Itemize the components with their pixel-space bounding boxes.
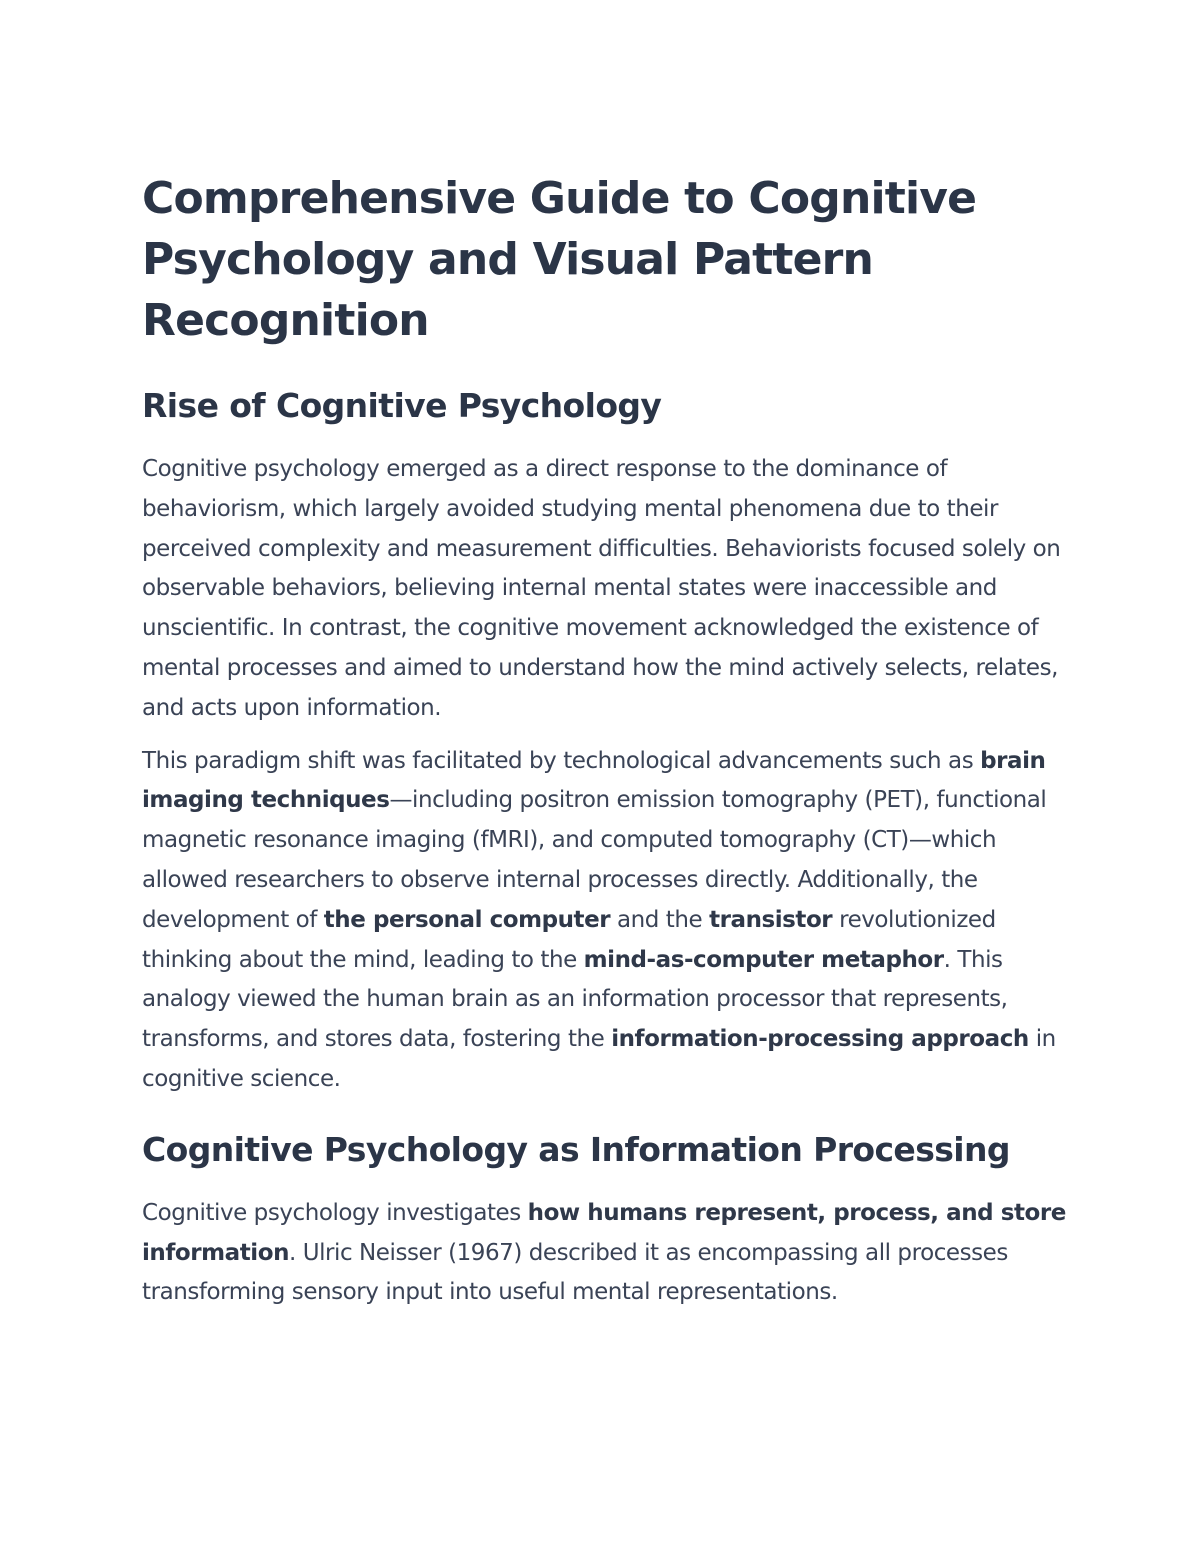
paragraph-text: revolutionized thinking about the mind, leading to the	[142, 906, 996, 973]
paragraph-text: and the	[610, 906, 710, 933]
paragraph-text: Cognitive psychology emerged as a direct response to the dominance of behaviorism, which largely avoided studying mental phenomena due to their perceived complexity and measurement difficulties. Behaviorists focused solely on observable behaviors, believing internal mental states were inaccessible and unscientific. In contrast, the cognitive movement acknowledged the existence of mental processes and aimed to understand how the mind actively selects, relates, and acts upon information.	[142, 456, 1061, 721]
paragraph-text: —including positron emission tomography (PET), functional magnetic resonance imaging (fMRI), and computed tomography (CT)—which allowed researchers to observe internal processes directly. Additionally, the development of	[142, 787, 1047, 933]
paragraph-text: Cognitive psychology investigates	[142, 1199, 528, 1226]
document-title: Comprehensive Guide to Cognitive Psychology and Visual Pattern Recognition	[142, 173, 977, 346]
paragraph-text: in cognitive science.	[142, 1026, 1056, 1092]
document-page	[142, 168, 1072, 1326]
bold-term: the personal computer	[323, 906, 611, 933]
bold-term: brain imaging techniques	[142, 747, 1046, 814]
section-heading: Rise of Cognitive Psychology	[142, 386, 662, 425]
paragraph	[142, 450, 1072, 729]
bold-term: information-processing approach	[611, 1026, 1029, 1053]
paragraph	[142, 1194, 1072, 1313]
paragraph	[142, 742, 1072, 1100]
bold-term: transistor	[709, 906, 833, 933]
paragraph-text: This paradigm shift was facilitated by technological advancements such as	[142, 747, 981, 774]
bold-term: mind-as-computer metaphor	[583, 946, 944, 973]
paragraph-text: . Ulric Neisser (1967) described it as encompassing all processes transforming sensory input into useful mental representations.	[142, 1239, 1008, 1306]
bold-term: how humans represent, process, and store information	[142, 1199, 1066, 1266]
section-heading: Cognitive Psychology as Information Processing	[142, 1129, 1010, 1169]
paragraph-text: . This analogy viewed the human brain as an information processor that represents, transforms, and stores data, fostering the	[142, 946, 1008, 1053]
